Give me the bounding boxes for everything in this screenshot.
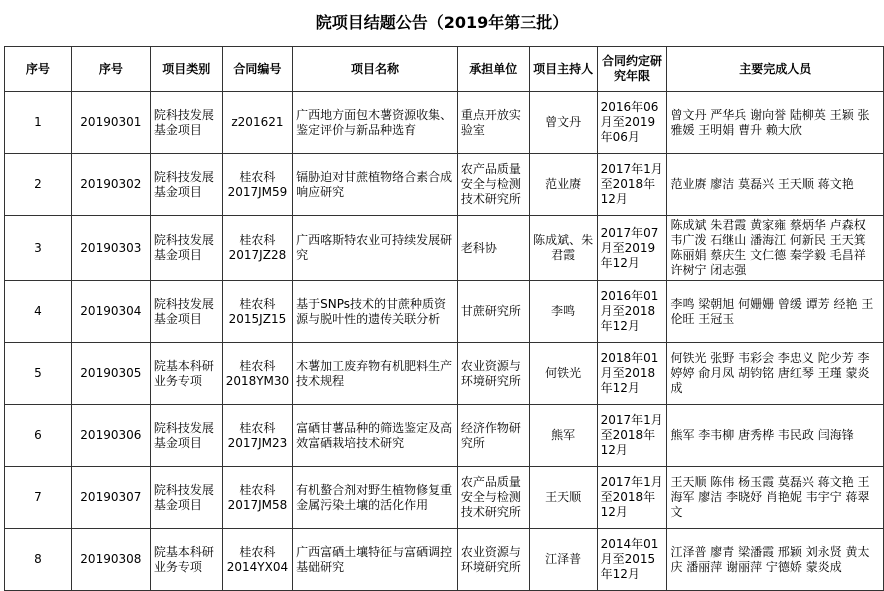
- cell-period: 2016年01月至2018年12月: [597, 281, 667, 343]
- cell-members: 范业赓 廖洁 莫磊兴 王天顺 蒋文艳: [667, 154, 884, 216]
- cell-host: 范业赓: [529, 154, 597, 216]
- header-name: 项目名称: [293, 47, 458, 92]
- cell-host: 陈成斌、朱君霞: [529, 216, 597, 281]
- cell-serial: 20190301: [71, 92, 150, 154]
- table-row: [5, 281, 884, 343]
- cell-contract: 桂农科2017JM23: [222, 405, 292, 467]
- cell-name: 广西富硒土壤特征与富硒调控基础研究: [293, 529, 458, 591]
- cell-category: 院基本科研业务专项: [150, 529, 222, 591]
- cell-host: 江泽普: [529, 529, 597, 591]
- cell-serial: 20190303: [71, 216, 150, 281]
- cell-host: 李鸣: [529, 281, 597, 343]
- header-contract: 合同编号: [222, 47, 292, 92]
- cell-serial: 20190308: [71, 529, 150, 591]
- cell-contract: 桂农科2014YX04: [222, 529, 292, 591]
- header-row: [5, 47, 884, 92]
- table-row: [5, 216, 884, 281]
- cell-host: 何铁光: [529, 343, 597, 405]
- cell-name: 广西喀斯特农业可持续发展研究: [293, 216, 458, 281]
- cell-index: 4: [5, 281, 72, 343]
- cell-name: 有机螯合剂对野生植物修复重金属污染土壤的活化作用: [293, 467, 458, 529]
- cell-host: 王天顺: [529, 467, 597, 529]
- cell-members: 熊军 李韦柳 唐秀桦 韦民政 闫海锋: [667, 405, 884, 467]
- table-row: [5, 467, 884, 529]
- cell-period: 2017年1月至2018年12月: [597, 405, 667, 467]
- table-row: [5, 92, 884, 154]
- cell-index: 6: [5, 405, 72, 467]
- cell-category: 院科技发展基金项目: [150, 281, 222, 343]
- cell-name: 广西地方面包木薯资源收集、鉴定评价与新品种选育: [293, 92, 458, 154]
- cell-name: 基于SNPs技术的甘蔗种质资源与脱叶性的遗传关联分析: [293, 281, 458, 343]
- cell-host: 熊军: [529, 405, 597, 467]
- cell-index: 8: [5, 529, 72, 591]
- cell-period: 2016年06月至2019年06月: [597, 92, 667, 154]
- header-period: 合同约定研究年限: [597, 47, 667, 92]
- table-row: [5, 405, 884, 467]
- cell-category: 院科技发展基金项目: [150, 92, 222, 154]
- cell-unit: 经济作物研究所: [457, 405, 529, 467]
- cell-contract: z201621: [222, 92, 292, 154]
- table-row: [5, 343, 884, 405]
- cell-category: 院科技发展基金项目: [150, 405, 222, 467]
- cell-unit: 老科协: [457, 216, 529, 281]
- cell-serial: 20190306: [71, 405, 150, 467]
- cell-members: 李鸣 梁朝旭 何姗姗 曾缓 谭芳 经艳 王伦旺 王冠玉: [667, 281, 884, 343]
- header-host: 项目主持人: [529, 47, 597, 92]
- result-table: [4, 46, 884, 591]
- cell-members: 江泽普 廖青 梁潘霞 邢颖 刘永贤 黄太庆 潘丽萍 谢丽萍 宁德娇 蒙炎成: [667, 529, 884, 591]
- cell-index: 3: [5, 216, 72, 281]
- cell-contract: 桂农科2017JM59: [222, 154, 292, 216]
- cell-unit: 农产品质量安全与检测技术研究所: [457, 154, 529, 216]
- cell-unit: 重点开放实验室: [457, 92, 529, 154]
- cell-category: 院科技发展基金项目: [150, 216, 222, 281]
- cell-serial: 20190307: [71, 467, 150, 529]
- cell-index: 5: [5, 343, 72, 405]
- cell-unit: 农产品质量安全与检测技术研究所: [457, 467, 529, 529]
- cell-members: 何铁光 张野 韦彩会 李忠义 陀少芳 李婷婷 俞月凤 胡钧铭 唐红琴 王瑾 蒙炎成: [667, 343, 884, 405]
- cell-period: 2017年07月至2019年12月: [597, 216, 667, 281]
- table-row: [5, 154, 884, 216]
- cell-index: 2: [5, 154, 72, 216]
- cell-name: 富硒甘薯品种的筛选鉴定及高效富硒栽培技术研究: [293, 405, 458, 467]
- cell-name: 木薯加工废弃物有机肥料生产技术规程: [293, 343, 458, 405]
- cell-serial: 20190305: [71, 343, 150, 405]
- cell-period: 2014年01月至2015年12月: [597, 529, 667, 591]
- cell-name: 镉胁迫对甘蔗植物络合素合成响应研究: [293, 154, 458, 216]
- table-row: [5, 529, 884, 591]
- cell-contract: 桂农科2015JZ15: [222, 281, 292, 343]
- cell-members: 王天顺 陈伟 杨玉霞 莫磊兴 蒋文艳 王海军 廖洁 李晓妤 肖艳妮 韦宇宁 蒋翠文: [667, 467, 884, 529]
- cell-unit: 农业资源与环境研究所: [457, 343, 529, 405]
- cell-category: 院科技发展基金项目: [150, 154, 222, 216]
- cell-members: 陈成斌 朱君霞 黄家雍 蔡炳华 卢森权 韦广泼 石继山 潘海江 何新民 王天箕 陈丽娟 蔡庆生 文仁德 秦学毅 毛昌祥 许树宁 闭志强: [667, 216, 884, 281]
- cell-unit: 农业资源与环境研究所: [457, 529, 529, 591]
- page-title: 院项目结题公告（2019年第三批）: [315, 13, 569, 32]
- cell-members: 曾文丹 严华兵 谢向誉 陆柳英 王颖 张雅媛 王明娟 曹升 赖大欣: [667, 92, 884, 154]
- header-serial: 序号: [71, 47, 150, 92]
- cell-category: 院基本科研业务专项: [150, 343, 222, 405]
- cell-period: 2018年01月至2018年12月: [597, 343, 667, 405]
- cell-unit: 甘蔗研究所: [457, 281, 529, 343]
- cell-index: 7: [5, 467, 72, 529]
- header-index: 序号: [5, 47, 72, 92]
- cell-serial: 20190304: [71, 281, 150, 343]
- header-members: 主要完成人员: [667, 47, 884, 92]
- cell-contract: 桂农科2017JZ28: [222, 216, 292, 281]
- cell-serial: 20190302: [71, 154, 150, 216]
- cell-contract: 桂农科2017JM58: [222, 467, 292, 529]
- cell-contract: 桂农科2018YM30: [222, 343, 292, 405]
- cell-period: 2017年1月至2018年12月: [597, 467, 667, 529]
- cell-index: 1: [5, 92, 72, 154]
- cell-period: 2017年1月至2018年12月: [597, 154, 667, 216]
- header-unit: 承担单位: [457, 47, 529, 92]
- cell-category: 院科技发展基金项目: [150, 467, 222, 529]
- cell-host: 曾文丹: [529, 92, 597, 154]
- header-category: 项目类别: [150, 47, 222, 92]
